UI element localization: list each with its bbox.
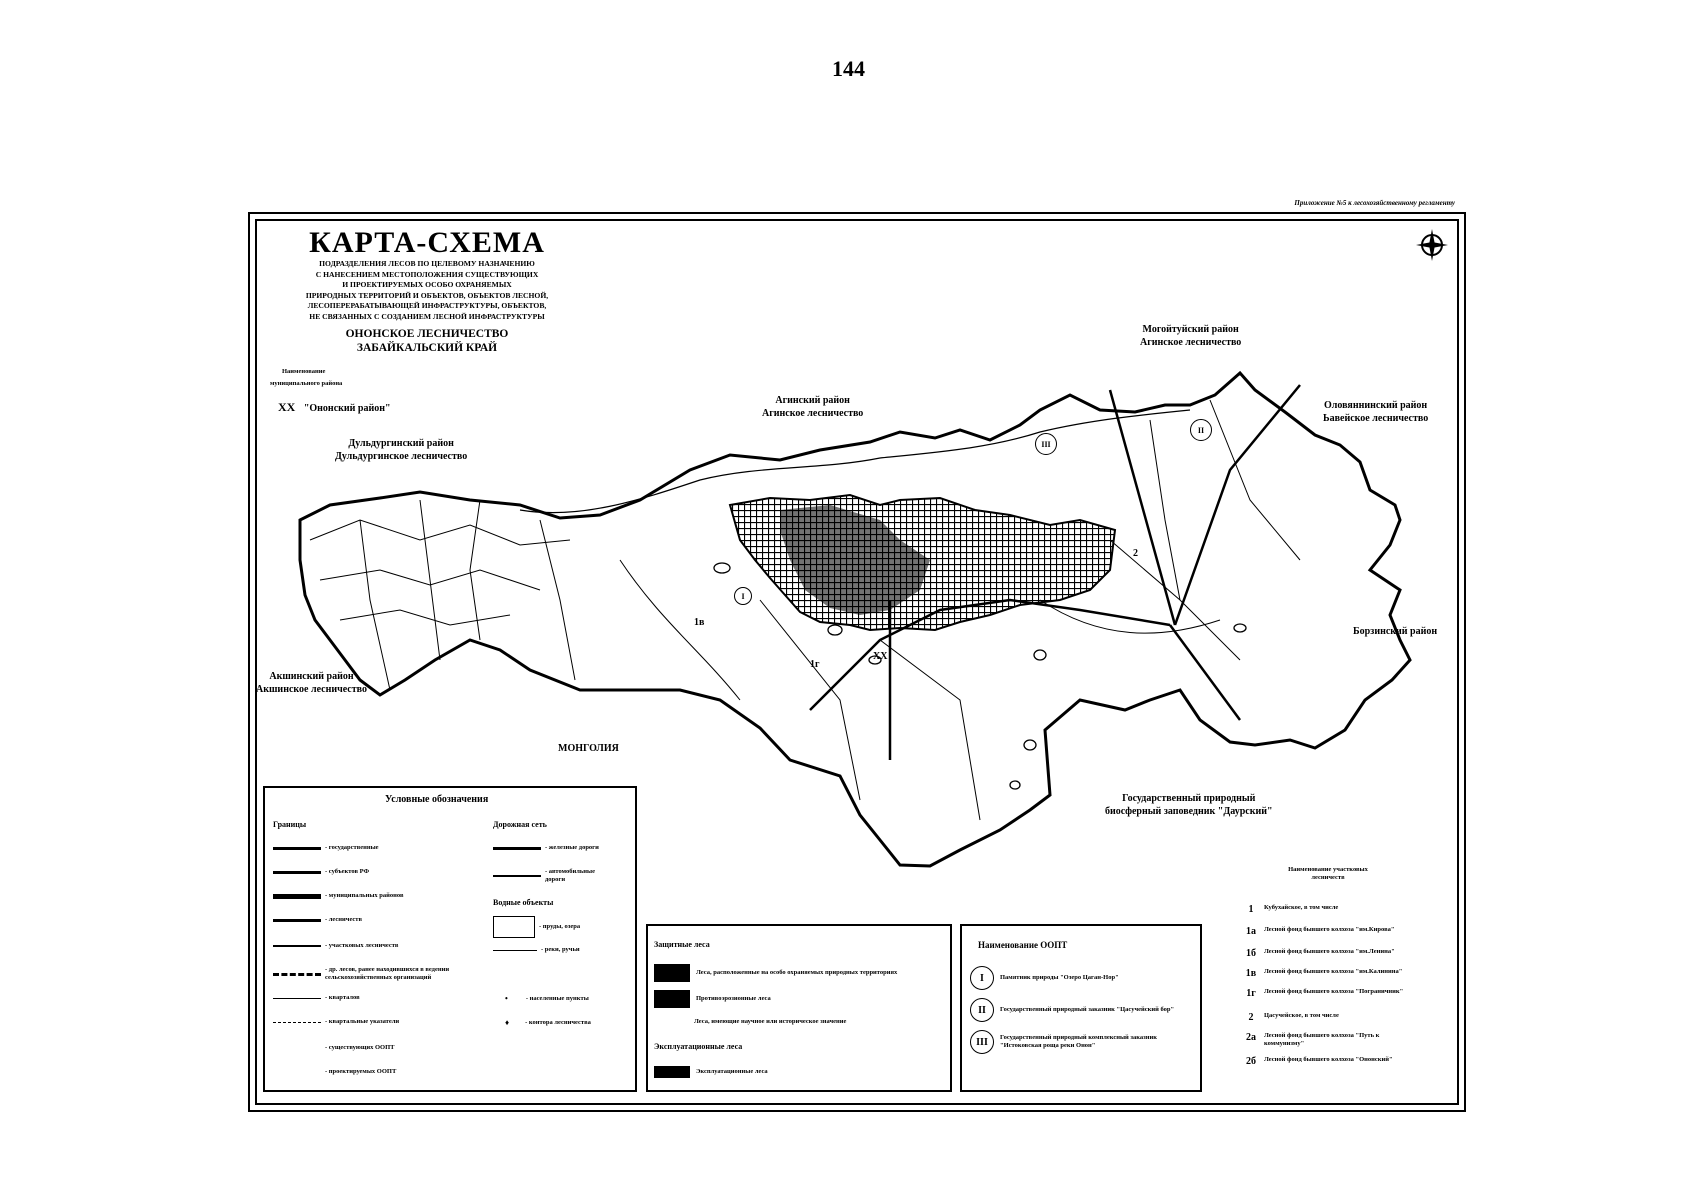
subtitle-line: И ПРОЕКТИРУЕМЫХ ОСОБО ОХРАНЯЕМЫХ: [342, 280, 512, 290]
plot-item: 1б Лесной фонд бывшего колхоза "им.Ленина": [1246, 948, 1395, 959]
municipal-heading-line: муниципального района: [270, 380, 343, 387]
plot-item: 1г Лесной фонд бывшего колхоза "Пограничник": [1246, 988, 1404, 999]
page-number: 144: [832, 56, 865, 81]
legend-motor-roads: - автомобильные дороги: [493, 868, 609, 884]
subtitle-line: ПРИРОДНЫХ ТЕРРИТОРИЙ И ОБЪЕКТОВ, ОБЪЕКТОВ ЛЕСНОЙ,: [305, 290, 549, 300]
appendix-note: Приложение №5 к лесохозяйственному регламенту: [1294, 199, 1455, 207]
forestry-name: ОНОНСКОЕ ЛЕСНИЧЕСТВО: [345, 327, 509, 340]
oopt-marker-III: III: [1035, 433, 1057, 455]
legend-lakes: - пруды, озера: [493, 916, 580, 938]
plot-item: 1в Лесной фонд бывшего колхоза "им.Калинина": [1245, 968, 1403, 979]
legend-border-subject: - субъектов РФ: [273, 868, 369, 876]
region-label-aginsky: Агинский район Агинское лесничество: [762, 395, 864, 419]
region-label-borzya: Борзинский район: [1353, 626, 1438, 637]
plot-label-2: 2: [1133, 548, 1138, 559]
plot-label-1g: 1г: [810, 659, 820, 670]
plot-item: 2б Лесной фонд бывшего колхоза "Ононский": [1246, 1056, 1393, 1067]
region-label-mongolia: МОНГОЛИЯ: [558, 743, 619, 754]
legend-border-forestry: - лесничеств: [273, 916, 362, 924]
municipal-name: "Ононский район": [303, 403, 391, 414]
legend-oopt-forests: Леса, расположенные на особо охраняемых природных территориях: [654, 964, 944, 982]
legend-oopt-item: II Государственный природный заказник "Цасучейский бор": [970, 998, 1196, 1022]
legend-water-heading: Водные объекты: [493, 898, 554, 907]
plots-heading: Наименование участковых лесничеств: [1288, 866, 1368, 881]
legend-border-quarters: - кварталов: [273, 994, 360, 1002]
municipal-code: XX: [278, 400, 296, 414]
municipal-heading: [270, 366, 342, 390]
legend-oopt-item: I Памятник природы "Озеро Цаган-Нор": [970, 966, 1196, 990]
legend-border-state: - государственные: [273, 844, 379, 852]
region-label-mogoytuy: Могойтуйский район Агинское лесничество: [1140, 324, 1242, 348]
oopt-marker-II: II: [1190, 419, 1212, 441]
legend-borders-heading: Границы: [273, 820, 307, 829]
protective-heading: Защитные леса: [654, 940, 710, 949]
legend-forest-types: [646, 924, 952, 1092]
plot-item: 1а Лесной фонд бывшего колхоза "им.Кирова": [1246, 926, 1395, 937]
legend-conventional-signs: [263, 786, 637, 1092]
region-name: ЗАБАЙКАЛЬСКИЙ КРАЙ: [356, 341, 498, 354]
legend-exploitation-forests: Эксплуатационные леса: [654, 1066, 768, 1078]
map-title: КАРТА-СХЕМА: [309, 226, 545, 259]
oopt-marker-I: I: [734, 587, 752, 605]
plot-item: 2 Цасучейское, в том числе: [1248, 1012, 1339, 1023]
oopt-heading: Наименование ООПТ: [978, 940, 1068, 950]
legend-railroads: - железные дороги: [493, 844, 599, 852]
region-label-reserve: Государственный природный биосферный заповедник "Даурский": [1105, 793, 1273, 817]
legend-title: Условные обозначения: [385, 794, 489, 805]
legend-border-existing-oopt: - существующих ООПТ: [325, 1044, 395, 1051]
legend-border-district: - участковых лесничеств: [273, 942, 398, 950]
compass-rose-icon: [1415, 228, 1449, 262]
legend-border-agri: - др. лесов, ранее находившихся в ведении сельскохозяйственных организаций: [273, 966, 503, 982]
legend-rivers: - реки, ручьи: [493, 946, 580, 954]
title-block: [262, 228, 592, 355]
legend-oopt: [960, 924, 1202, 1092]
legend-scientific-forests: Леса, имеющие научное или историческое значение: [694, 1018, 847, 1025]
legend-forestry-office: ♦ - контора лесничества: [505, 1018, 591, 1027]
exploitation-heading: Эксплуатационные леса: [654, 1042, 743, 1051]
subtitle-line: С НАНЕСЕНИЕМ МЕСТОПОЛОЖЕНИЯ СУЩЕСТВУЮЩИХ: [315, 269, 539, 279]
municipal-item: [278, 400, 391, 415]
region-label-duldurga: Дульдургинский район Дульдургинское лесничество: [335, 438, 468, 462]
legend-antierosion-forests: Противоэрозионные леса: [654, 990, 944, 1008]
map-subtitle: [262, 259, 592, 323]
municipal-heading-line: Наименование: [282, 368, 326, 375]
region-label-akshinsky: Акшинский район Акшинское лесничество: [256, 671, 367, 695]
region-label-olovyan: Оловяннинский район Ьавейское лесничество: [1323, 400, 1429, 424]
subtitle-line: НЕ СВЯЗАННЫХ С СОЗДАНИЕМ ЛЕСНОЙ ИНФРАСТРУКТУРЫ: [309, 311, 545, 321]
legend-border-municipal: - муниципальных районов: [273, 892, 403, 900]
legend-oopt-item: III Государственный природный комплексный заказник "Истоковская роща реки Онон": [970, 1030, 1196, 1054]
subtitle-line: ПОДРАЗДЕЛЕНИЯ ЛЕСОВ ПО ЦЕЛЕВОМУ НАЗНАЧЕНИЮ: [319, 259, 535, 268]
plot-item: 2а Лесной фонд бывшего колхоза "Путь к коммунизму": [1246, 1032, 1380, 1047]
plot-label-1v: 1в: [694, 617, 705, 628]
plot-item: 1 Кубухайское, в том числе: [1248, 904, 1339, 915]
legend-settlements: • - населенные пункты: [505, 994, 589, 1003]
legend-border-quarter-signs: - квартальные указатели: [273, 1018, 399, 1026]
subtitle-line: ЛЕСОПЕРЕРАБАТЫВАЮЩЕЙ ИНФРАСТРУКТУРЫ, ОБЪЕКТОВ,: [307, 301, 547, 311]
legend-border-planned-oopt: - проектируемых ООПТ: [325, 1068, 397, 1075]
legend-roads-heading: Дорожная сеть: [493, 820, 547, 829]
map-xx-label: XX: [873, 651, 888, 662]
